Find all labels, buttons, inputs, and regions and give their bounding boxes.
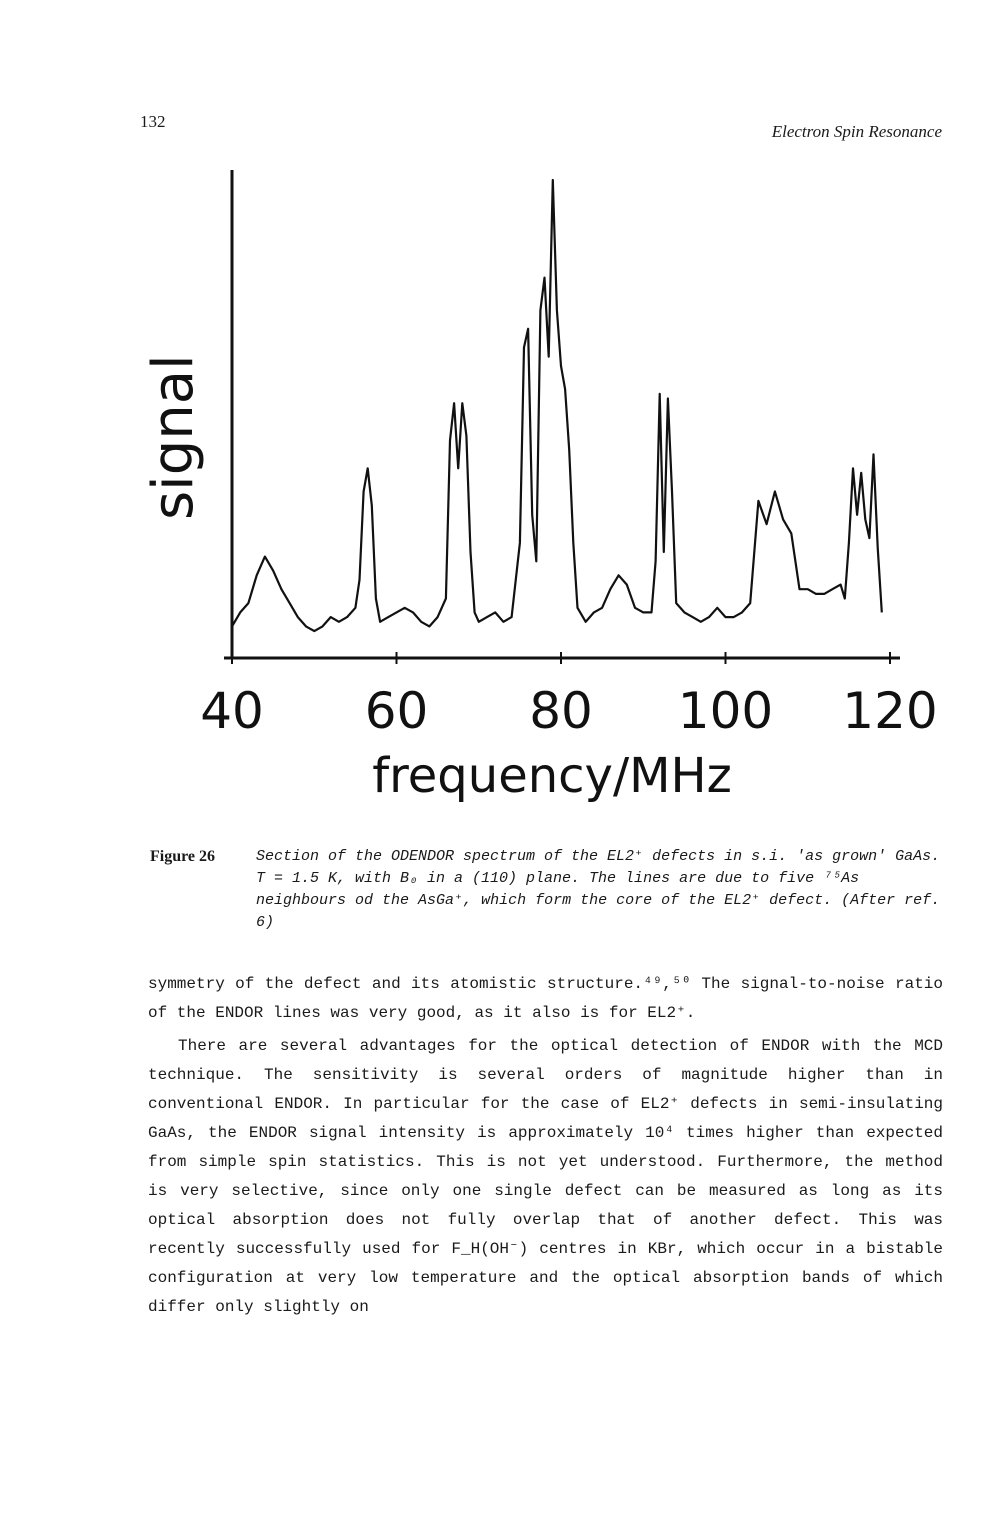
figure-label: Figure 26 xyxy=(150,848,216,865)
running-title: Electron Spin Resonance xyxy=(771,122,942,141)
x-axis-label: frequency/MHz xyxy=(372,748,732,804)
figure-caption xyxy=(150,846,950,934)
x-tick-label: 100 xyxy=(677,682,774,740)
x-tick-label: 80 xyxy=(529,682,593,740)
x-tick-labels xyxy=(200,682,938,740)
x-tick-label: 120 xyxy=(842,682,938,740)
x-tick-label: 40 xyxy=(200,682,264,740)
body-text xyxy=(148,970,943,1322)
spectrum-chart xyxy=(0,150,1000,840)
y-axis-label: signal xyxy=(141,354,206,520)
caption-text: Section of the ODENDOR spectrum of the EL2⁺ defects in s.i. 'as grown' GaAs. T = 1.5 K, with B₀ in a (110) plane. The lines are due to five ⁷⁵As neighbours od the AsGa⁺, which form the core of the EL2⁺ defect. (After ref. 6) xyxy=(256,848,941,931)
x-tick-label: 60 xyxy=(364,682,429,740)
page-number: 132 xyxy=(140,112,166,131)
paragraph: symmetry of the defect and its atomistic structure.⁴⁹,⁵⁰ The signal-to-noise ratio of the ENDOR lines was very good, as it also is for EL2⁺. xyxy=(148,975,943,1022)
spectrum-series-line xyxy=(232,180,882,631)
paragraph: There are several advantages for the optical detection of ENDOR with the MCD technique. The sensitivity is several orders of magnitude higher than in conventional ENDOR. In particular for the case of EL2⁺ defects in semi-insulating GaAs, the ENDOR signal intensity is approximately 10⁴ times higher than expected from simple spin statistics. This is not yet understood. Furthermore, the method is very selective, since only one single defect can be measured as long as its optical absorption does not fully overlap that of another defect. This was recently successfully used for F_H(OH⁻) centres in KBr, which occur in a bistable configuration at very low temperature and the optical absorption bands of which differ only slightly on xyxy=(148,1037,943,1316)
